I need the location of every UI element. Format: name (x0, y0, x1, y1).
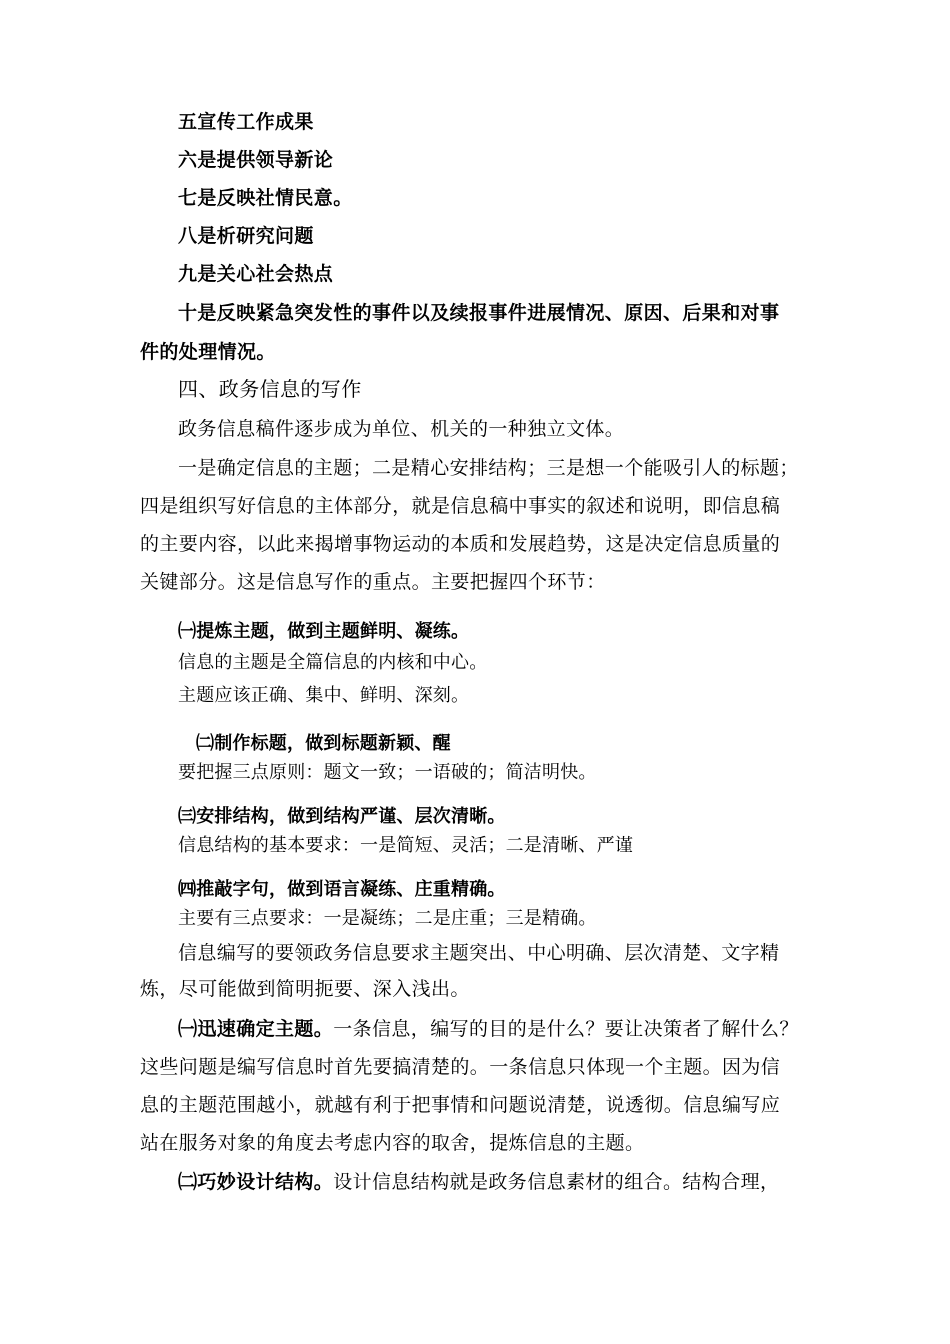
link-line: 要把握三点原则：题文一致；一语破的；简洁明快。 (178, 762, 597, 783)
list-item: 九是关心社会热点 (178, 263, 334, 285)
paragraph-line: 这些问题是编写信息时首先要搞清楚的。一条信息只体现一个主题。因为信 (140, 1056, 781, 1078)
point-title: ㈡巧妙设计结构。 (178, 1171, 334, 1193)
paragraph-line: 一是确定信息的主题；二是精心安排结构；三是想一个能吸引人的标题； (178, 457, 799, 479)
point-text: 设计信息结构就是政务信息素材的组合。结构合理， (333, 1171, 780, 1193)
link-title: ㈣推敲字句，做到语言凝练、庄重精确。 (178, 879, 506, 900)
link-line: 信息结构的基本要求：一是简短、灵活；二是清晰、严谨 (178, 835, 633, 856)
link-title: ㈡制作标题，做到标题新颖、醒 (196, 733, 451, 754)
list-item: 五宣传工作成果 (178, 111, 314, 133)
intro-paragraph: 政务信息稿件逐步成为单位、机关的一种独立文体。 (178, 418, 625, 440)
point-paragraph-line (178, 1016, 799, 1042)
link-line: 信息的主题是全篇信息的内核和中心。 (178, 652, 488, 673)
paragraph-line: 的主要内容，以此来揭增事物运动的本质和发展趋势，这是决定信息质量的 (140, 533, 781, 555)
point-paragraph-line (178, 1169, 779, 1195)
list-item: 六是提供领导新论 (178, 149, 334, 171)
list-item-continued: 件的处理情况。 (140, 341, 276, 363)
link-line: 主要有三点要求：一是凝练；二是庄重；三是精确。 (178, 908, 597, 929)
list-item: 十是反映紧急突发性的事件以及续报事件进展情况、原因、后果和对事 (178, 302, 780, 324)
link-line: 主题应该正确、集中、鲜明、深刻。 (178, 685, 470, 706)
paragraph-line: 站在服务对象的角度去考虑内容的取舍，提炼信息的主题。 (140, 1132, 645, 1154)
paragraph-line: 炼，尽可能做到简明扼要、深入浅出。 (140, 978, 470, 1000)
section-heading: 四、政务信息的写作 (178, 377, 362, 401)
link-title: ㈠提炼主题，做到主题鲜明、凝练。 (178, 621, 470, 642)
paragraph-line: 关键部分。这是信息写作的重点。主要把握四个环节： (140, 571, 606, 593)
list-item: 七是反映社情民意。 (178, 187, 353, 209)
point-text: 一条信息，编写的目的是什么？要让决策者了解什么？ (333, 1018, 799, 1040)
paragraph-line: 息的主题范围越小，就越有利于把事情和问题说清楚，说透彻。信息编写应 (140, 1094, 781, 1116)
paragraph-line: 信息编写的要领政务信息要求主题突出、中心明确、层次清楚、文字精 (178, 942, 780, 964)
point-title: ㈠迅速确定主题。 (178, 1018, 334, 1040)
list-item: 八是析研究问题 (178, 225, 314, 247)
link-title: ㈢安排结构，做到结构严谨、层次清晰。 (178, 806, 506, 827)
paragraph-line: 四是组织写好信息的主体部分，就是信息稿中事实的叙述和说明，即信息稿 (140, 495, 781, 517)
